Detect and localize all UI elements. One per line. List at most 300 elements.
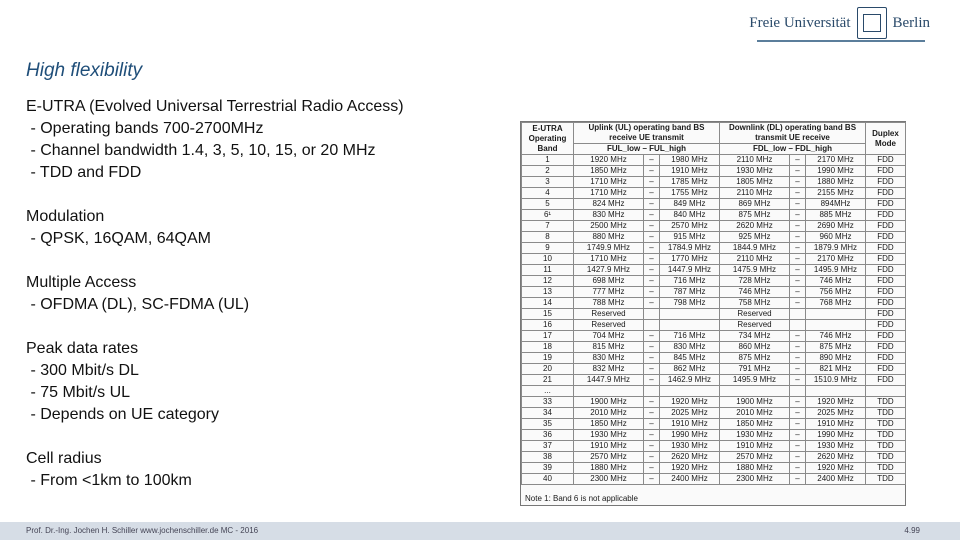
mode-cell: FDD xyxy=(866,155,906,166)
slide-title: High flexibility xyxy=(26,60,143,81)
table-row xyxy=(522,441,906,452)
block-heading: Peak data rates xyxy=(26,340,139,357)
bullet-line: - Operating bands 700-2700MHz xyxy=(26,120,264,137)
ul-low-cell xyxy=(574,386,644,397)
dl-high-cell: 1880 MHz xyxy=(806,177,866,188)
range-dash xyxy=(644,386,660,397)
dl-low-cell: 1850 MHz xyxy=(720,419,790,430)
range-dash: – xyxy=(790,298,806,309)
dl-low-cell: Reserved xyxy=(720,320,790,331)
ul-high-cell: 716 MHz xyxy=(660,331,720,342)
text-block xyxy=(26,96,404,184)
range-dash: – xyxy=(790,430,806,441)
ul-low-cell: 1710 MHz xyxy=(574,177,644,188)
ul-low-cell: 1910 MHz xyxy=(574,441,644,452)
ul-high-cell: 2400 MHz xyxy=(660,474,720,485)
ul-high-cell: 849 MHz xyxy=(660,199,720,210)
ul-high-cell: 1920 MHz xyxy=(660,463,720,474)
band-cell: 1 xyxy=(522,155,574,166)
table-row xyxy=(522,265,906,276)
mode-cell: TDD xyxy=(866,419,906,430)
ul-low-cell: 824 MHz xyxy=(574,199,644,210)
ul-high-cell: 830 MHz xyxy=(660,342,720,353)
band-cell: 19 xyxy=(522,353,574,364)
range-dash: – xyxy=(644,375,660,386)
table-row xyxy=(522,309,906,320)
table-row xyxy=(522,452,906,463)
table-row xyxy=(522,320,906,331)
table-row xyxy=(522,254,906,265)
dl-high-cell xyxy=(806,309,866,320)
range-dash: – xyxy=(644,331,660,342)
text-block xyxy=(26,448,404,492)
table-row xyxy=(522,276,906,287)
range-dash: – xyxy=(790,342,806,353)
table-row xyxy=(522,155,906,166)
table-row xyxy=(522,474,906,485)
mode-cell: FDD xyxy=(866,210,906,221)
mode-cell: FDD xyxy=(866,166,906,177)
dl-low-cell: 1475.9 MHz xyxy=(720,265,790,276)
logo-text-right: Berlin xyxy=(892,14,930,31)
band-cell: 11 xyxy=(522,265,574,276)
range-dash xyxy=(790,386,806,397)
page-number: 4.99 xyxy=(904,526,920,535)
ul-low-cell: 1900 MHz xyxy=(574,397,644,408)
ul-high-cell: 798 MHz xyxy=(660,298,720,309)
bullet-line: - OFDMA (DL), SC-FDMA (UL) xyxy=(26,296,250,313)
mode-cell: TDD xyxy=(866,452,906,463)
range-dash: – xyxy=(644,463,660,474)
ul-low-cell: 1710 MHz xyxy=(574,254,644,265)
table-note: Note 1: Band 6 is not applicable xyxy=(525,494,638,503)
slide-body xyxy=(26,96,404,514)
ul-low-cell: 830 MHz xyxy=(574,210,644,221)
block-heading: E-UTRA (Evolved Universal Terrestrial Radio Access) xyxy=(26,98,404,115)
ul-low-cell: 1749.9 MHz xyxy=(574,243,644,254)
table-row xyxy=(522,397,906,408)
dl-high-cell: 821 MHz xyxy=(806,364,866,375)
range-dash: – xyxy=(644,254,660,265)
range-dash: – xyxy=(790,199,806,210)
ul-high-cell: 1930 MHz xyxy=(660,441,720,452)
range-dash: – xyxy=(790,188,806,199)
band-cell: 8 xyxy=(522,232,574,243)
dl-low-cell: 2300 MHz xyxy=(720,474,790,485)
band-cell: 20 xyxy=(522,364,574,375)
band-cell: 33 xyxy=(522,397,574,408)
band-cell: 38 xyxy=(522,452,574,463)
dl-low-cell: 1844.9 MHz xyxy=(720,243,790,254)
bullet-line: - From <1km to 100km xyxy=(26,472,192,489)
dl-low-cell: Reserved xyxy=(720,309,790,320)
table-row xyxy=(522,166,906,177)
band-cell: 16 xyxy=(522,320,574,331)
range-dash xyxy=(790,320,806,331)
dl-high-cell: 2170 MHz xyxy=(806,155,866,166)
bullet-line: - 300 Mbit/s DL xyxy=(26,362,139,379)
range-dash: – xyxy=(644,364,660,375)
ul-high-cell: 2025 MHz xyxy=(660,408,720,419)
header-dl: Downlink (DL) operating band BS transmit UE receive xyxy=(720,123,866,144)
band-cell: 36 xyxy=(522,430,574,441)
mode-cell: FDD xyxy=(866,177,906,188)
band-cell: 12 xyxy=(522,276,574,287)
band-cell: 6¹ xyxy=(522,210,574,221)
footer-text: Prof. Dr.-Ing. Jochen H. Schiller www.jochenschiller.de MC - 2016 xyxy=(26,526,259,535)
range-dash: – xyxy=(790,408,806,419)
table-row xyxy=(522,199,906,210)
dl-high-cell: 1930 MHz xyxy=(806,441,866,452)
ul-low-cell: 788 MHz xyxy=(574,298,644,309)
mode-cell: FDD xyxy=(866,375,906,386)
band-cell: 4 xyxy=(522,188,574,199)
ul-low-cell: 1920 MHz xyxy=(574,155,644,166)
ul-high-cell: 716 MHz xyxy=(660,276,720,287)
dl-high-cell: 746 MHz xyxy=(806,276,866,287)
ul-low-cell: 704 MHz xyxy=(574,331,644,342)
mode-cell: FDD xyxy=(866,243,906,254)
header-ul-range: FUL_low – FUL_high xyxy=(574,144,720,155)
mode-cell: FDD xyxy=(866,221,906,232)
mode-cell: TDD xyxy=(866,408,906,419)
dl-low-cell: 791 MHz xyxy=(720,364,790,375)
dl-low-cell: 1930 MHz xyxy=(720,430,790,441)
dl-low-cell: 2110 MHz xyxy=(720,155,790,166)
range-dash: – xyxy=(790,254,806,265)
table-row xyxy=(522,232,906,243)
range-dash: – xyxy=(644,430,660,441)
header-mode: Duplex Mode xyxy=(866,123,906,155)
dl-high-cell: 1879.9 MHz xyxy=(806,243,866,254)
range-dash: – xyxy=(644,276,660,287)
table-row xyxy=(522,298,906,309)
table-row xyxy=(522,243,906,254)
ul-high-cell: 1920 MHz xyxy=(660,397,720,408)
bullet-line: - Depends on UE category xyxy=(26,406,219,423)
band-cell: 10 xyxy=(522,254,574,265)
range-dash: – xyxy=(790,419,806,430)
logo-text-left: Freie Universität xyxy=(749,14,851,31)
dl-high-cell: 2620 MHz xyxy=(806,452,866,463)
mode-cell: FDD xyxy=(866,276,906,287)
band-cell: 15 xyxy=(522,309,574,320)
range-dash: – xyxy=(644,188,660,199)
block-heading: Multiple Access xyxy=(26,274,137,291)
ul-high-cell xyxy=(660,320,720,331)
table-row xyxy=(522,375,906,386)
block-heading: Modulation xyxy=(26,208,105,225)
dl-high-cell: 875 MHz xyxy=(806,342,866,353)
dl-high-cell xyxy=(806,386,866,397)
table-row xyxy=(522,463,906,474)
ul-high-cell: 1910 MHz xyxy=(660,166,720,177)
dl-low-cell: 758 MHz xyxy=(720,298,790,309)
ul-high-cell: 1785 MHz xyxy=(660,177,720,188)
bullet-line: - TDD and FDD xyxy=(26,164,142,181)
mode-cell: FDD xyxy=(866,320,906,331)
range-dash: – xyxy=(644,166,660,177)
ul-high-cell: 845 MHz xyxy=(660,353,720,364)
range-dash: – xyxy=(790,441,806,452)
dl-high-cell: 885 MHz xyxy=(806,210,866,221)
band-cell: 2 xyxy=(522,166,574,177)
range-dash: – xyxy=(790,210,806,221)
bullet-line: - 75 Mbit/s UL xyxy=(26,384,131,401)
range-dash: – xyxy=(790,221,806,232)
ul-low-cell: 2570 MHz xyxy=(574,452,644,463)
mode-cell: FDD xyxy=(866,298,906,309)
ul-high-cell: 1447.9 MHz xyxy=(660,265,720,276)
ul-low-cell: Reserved xyxy=(574,320,644,331)
range-dash: – xyxy=(644,353,660,364)
range-dash: – xyxy=(644,419,660,430)
dl-low-cell: 875 MHz xyxy=(720,210,790,221)
ul-low-cell: 880 MHz xyxy=(574,232,644,243)
mode-cell: FDD xyxy=(866,287,906,298)
band-cell: 14 xyxy=(522,298,574,309)
header-dl-range: FDL_low – FDL_high xyxy=(720,144,866,155)
band-cell: 37 xyxy=(522,441,574,452)
range-dash: – xyxy=(790,364,806,375)
range-dash: – xyxy=(790,463,806,474)
ul-low-cell: 832 MHz xyxy=(574,364,644,375)
dl-high-cell: 2170 MHz xyxy=(806,254,866,265)
dl-low-cell: 1495.9 MHz xyxy=(720,375,790,386)
header-ul: Uplink (UL) operating band BS receive UE transmit xyxy=(574,123,720,144)
band-cell: 39 xyxy=(522,463,574,474)
mode-cell: TDD xyxy=(866,463,906,474)
ul-high-cell: 2620 MHz xyxy=(660,452,720,463)
ul-low-cell: 2010 MHz xyxy=(574,408,644,419)
mode-cell: FDD xyxy=(866,309,906,320)
range-dash: – xyxy=(790,276,806,287)
range-dash: – xyxy=(644,265,660,276)
band-cell: 18 xyxy=(522,342,574,353)
dl-low-cell: 925 MHz xyxy=(720,232,790,243)
range-dash: – xyxy=(644,287,660,298)
ul-high-cell: 862 MHz xyxy=(660,364,720,375)
band-cell: 13 xyxy=(522,287,574,298)
table-row xyxy=(522,342,906,353)
mode-cell: FDD xyxy=(866,188,906,199)
dl-high-cell: 1495.9 MHz xyxy=(806,265,866,276)
dl-low-cell: 2620 MHz xyxy=(720,221,790,232)
dl-low-cell: 860 MHz xyxy=(720,342,790,353)
mode-cell: FDD xyxy=(866,364,906,375)
ul-low-cell: Reserved xyxy=(574,309,644,320)
range-dash: – xyxy=(790,331,806,342)
ul-low-cell: 1880 MHz xyxy=(574,463,644,474)
range-dash: – xyxy=(644,408,660,419)
range-dash xyxy=(644,320,660,331)
mode-cell: TDD xyxy=(866,397,906,408)
range-dash: – xyxy=(790,155,806,166)
dl-high-cell: 1990 MHz xyxy=(806,430,866,441)
ul-high-cell: 1980 MHz xyxy=(660,155,720,166)
band-cell: 17 xyxy=(522,331,574,342)
range-dash: – xyxy=(790,397,806,408)
range-dash: – xyxy=(644,298,660,309)
band-table xyxy=(521,122,906,485)
dl-low-cell: 2110 MHz xyxy=(720,254,790,265)
bullet-line: - QPSK, 16QAM, 64QAM xyxy=(26,230,211,247)
band-cell: 7 xyxy=(522,221,574,232)
dl-low-cell xyxy=(720,386,790,397)
block-heading: Cell radius xyxy=(26,450,102,467)
dl-high-cell: 1920 MHz xyxy=(806,463,866,474)
range-dash: – xyxy=(790,166,806,177)
dl-low-cell: 2110 MHz xyxy=(720,188,790,199)
band-cell: 34 xyxy=(522,408,574,419)
band-cell: 35 xyxy=(522,419,574,430)
range-dash: – xyxy=(644,342,660,353)
text-block xyxy=(26,338,404,426)
dl-low-cell: 869 MHz xyxy=(720,199,790,210)
logo-underline xyxy=(757,40,925,42)
dl-high-cell: 2155 MHz xyxy=(806,188,866,199)
mode-cell: TDD xyxy=(866,441,906,452)
table-row xyxy=(522,287,906,298)
ul-high-cell: 840 MHz xyxy=(660,210,720,221)
range-dash: – xyxy=(644,474,660,485)
university-logo xyxy=(749,6,930,40)
band-cell: 40 xyxy=(522,474,574,485)
ul-low-cell: 1850 MHz xyxy=(574,166,644,177)
mode-cell: TDD xyxy=(866,430,906,441)
range-dash: – xyxy=(790,265,806,276)
dl-low-cell: 1900 MHz xyxy=(720,397,790,408)
ul-high-cell xyxy=(660,309,720,320)
band-cell: 3 xyxy=(522,177,574,188)
mode-cell: FDD xyxy=(866,254,906,265)
range-dash: – xyxy=(644,452,660,463)
range-dash xyxy=(644,309,660,320)
dl-low-cell: 875 MHz xyxy=(720,353,790,364)
range-dash: – xyxy=(790,232,806,243)
mode-cell: FDD xyxy=(866,342,906,353)
table-row xyxy=(522,210,906,221)
dl-high-cell: 2690 MHz xyxy=(806,221,866,232)
dl-low-cell: 1880 MHz xyxy=(720,463,790,474)
ul-high-cell: 1990 MHz xyxy=(660,430,720,441)
ul-high-cell: 1770 MHz xyxy=(660,254,720,265)
ul-high-cell: 1755 MHz xyxy=(660,188,720,199)
footer xyxy=(0,522,960,540)
dl-high-cell: 1920 MHz xyxy=(806,397,866,408)
range-dash: – xyxy=(644,177,660,188)
range-dash: – xyxy=(790,243,806,254)
dl-low-cell: 746 MHz xyxy=(720,287,790,298)
range-dash: – xyxy=(644,397,660,408)
table-row xyxy=(522,221,906,232)
dl-high-cell: 756 MHz xyxy=(806,287,866,298)
range-dash: – xyxy=(644,210,660,221)
dl-high-cell: 2025 MHz xyxy=(806,408,866,419)
dl-high-cell xyxy=(806,320,866,331)
dl-high-cell: 1910 MHz xyxy=(806,419,866,430)
table-row xyxy=(522,408,906,419)
ul-low-cell: 830 MHz xyxy=(574,353,644,364)
dl-low-cell: 2010 MHz xyxy=(720,408,790,419)
table-row xyxy=(522,364,906,375)
dl-high-cell: 1510.9 MHz xyxy=(806,375,866,386)
ul-low-cell: 2300 MHz xyxy=(574,474,644,485)
table-row xyxy=(522,188,906,199)
ul-low-cell: 777 MHz xyxy=(574,287,644,298)
ul-high-cell: 915 MHz xyxy=(660,232,720,243)
dl-low-cell: 1930 MHz xyxy=(720,166,790,177)
dl-high-cell: 894MHz xyxy=(806,199,866,210)
table-row xyxy=(522,430,906,441)
dl-high-cell: 890 MHz xyxy=(806,353,866,364)
ul-high-cell: 1784.9 MHz xyxy=(660,243,720,254)
ul-low-cell: 1710 MHz xyxy=(574,188,644,199)
bullet-line: - Channel bandwidth 1.4, 3, 5, 10, 15, or 20 MHz xyxy=(26,142,376,159)
dl-low-cell: 734 MHz xyxy=(720,331,790,342)
ul-low-cell: 1427.9 MHz xyxy=(574,265,644,276)
mode-cell xyxy=(866,386,906,397)
table-row xyxy=(522,419,906,430)
ul-low-cell: 1850 MHz xyxy=(574,419,644,430)
range-dash: – xyxy=(644,232,660,243)
range-dash: – xyxy=(790,177,806,188)
band-table-figure xyxy=(520,121,906,506)
dl-high-cell: 1990 MHz xyxy=(806,166,866,177)
table-row xyxy=(522,177,906,188)
dl-low-cell: 728 MHz xyxy=(720,276,790,287)
table-row xyxy=(522,353,906,364)
dl-high-cell: 768 MHz xyxy=(806,298,866,309)
range-dash: – xyxy=(644,243,660,254)
dl-low-cell: 1910 MHz xyxy=(720,441,790,452)
ul-high-cell: 2570 MHz xyxy=(660,221,720,232)
seal-icon xyxy=(857,7,887,39)
ul-high-cell: 1462.9 MHz xyxy=(660,375,720,386)
range-dash: – xyxy=(644,221,660,232)
ul-high-cell: 787 MHz xyxy=(660,287,720,298)
range-dash: – xyxy=(644,155,660,166)
ul-high-cell: 1910 MHz xyxy=(660,419,720,430)
range-dash: – xyxy=(644,441,660,452)
band-cell: ... xyxy=(522,386,574,397)
mode-cell: FDD xyxy=(866,232,906,243)
range-dash: – xyxy=(790,474,806,485)
ul-low-cell: 815 MHz xyxy=(574,342,644,353)
dl-high-cell: 746 MHz xyxy=(806,331,866,342)
range-dash: – xyxy=(790,287,806,298)
range-dash: – xyxy=(790,353,806,364)
mode-cell: FDD xyxy=(866,331,906,342)
header-band: E-UTRA Operating Band xyxy=(522,123,574,155)
range-dash: – xyxy=(790,375,806,386)
table-row xyxy=(522,331,906,342)
ul-high-cell xyxy=(660,386,720,397)
ul-low-cell: 1447.9 MHz xyxy=(574,375,644,386)
ul-low-cell: 698 MHz xyxy=(574,276,644,287)
dl-low-cell: 1805 MHz xyxy=(720,177,790,188)
mode-cell: FDD xyxy=(866,353,906,364)
text-block xyxy=(26,206,404,250)
mode-cell: FDD xyxy=(866,265,906,276)
table-row xyxy=(522,386,906,397)
band-cell: 21 xyxy=(522,375,574,386)
ul-low-cell: 2500 MHz xyxy=(574,221,644,232)
band-cell: 9 xyxy=(522,243,574,254)
text-block xyxy=(26,272,404,316)
dl-low-cell: 2570 MHz xyxy=(720,452,790,463)
range-dash: – xyxy=(644,199,660,210)
